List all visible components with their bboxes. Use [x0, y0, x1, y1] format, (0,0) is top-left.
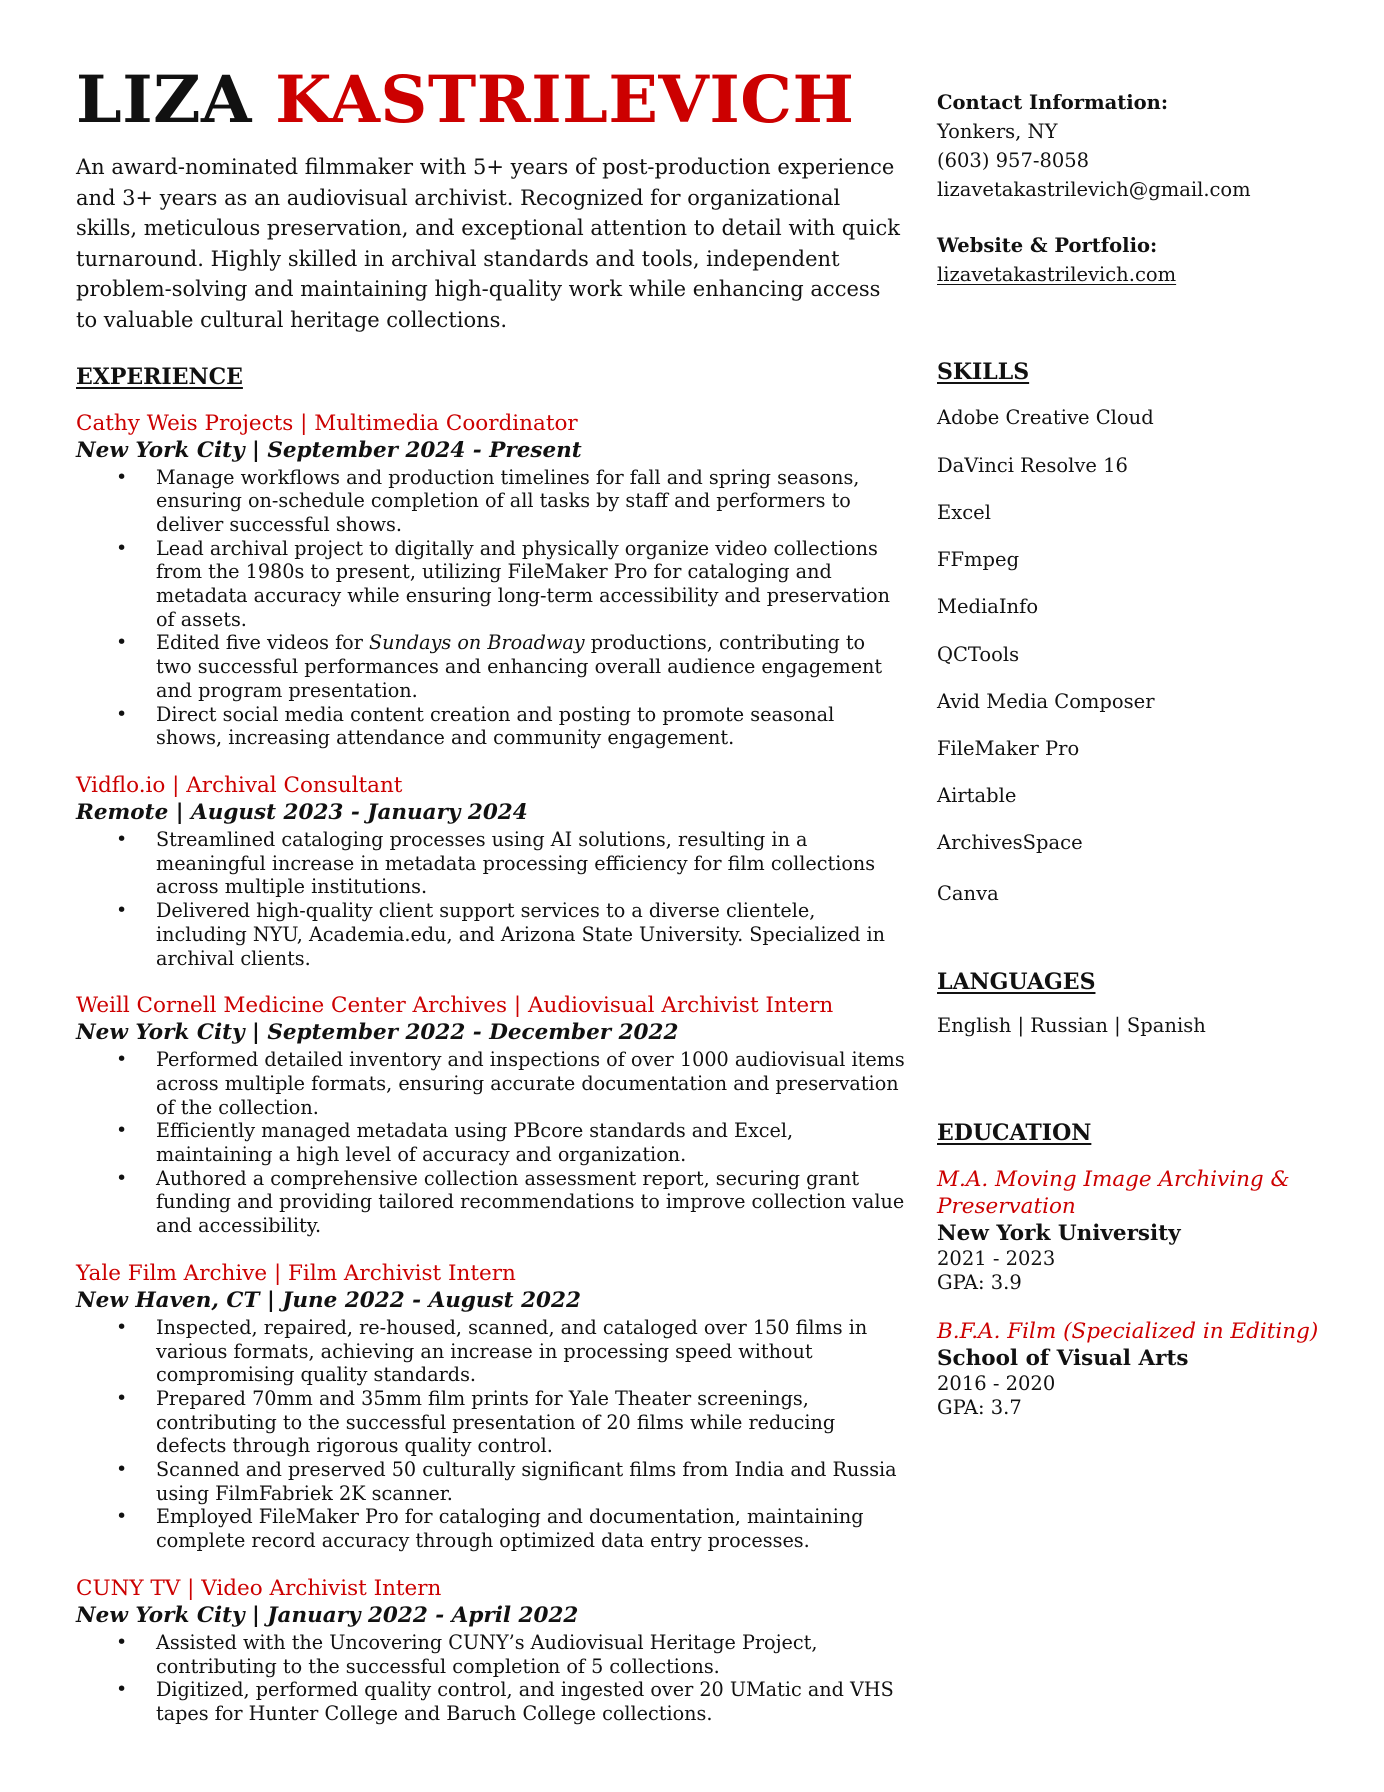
job-entry: [76, 1575, 906, 1726]
job-location-dates: New York City | January 2022 - April 2022: [76, 1602, 579, 1628]
main-column: [76, 58, 906, 1726]
education-heading: EDUCATION: [937, 1120, 1092, 1146]
job-bullets: [76, 1048, 906, 1238]
bullet-item: • Authored a comprehensive collection assessment report, securing grant funding and providing tailored recommendations to improve collection value and accessibility.: [156, 1167, 906, 1238]
job-entry: [76, 410, 906, 750]
education-entry: [937, 1166, 1357, 1295]
skill-item: Avid Media Composer: [937, 690, 1155, 713]
job-bullets: [76, 466, 906, 750]
bullet-item: • Efficiently managed metadata using PBcore standards and Excel, maintaining a high level of accuracy and organization.: [156, 1119, 906, 1166]
bullet-item: • Digitized, performed quality control, and ingested over 20 UMatic and VHS tapes for Hunter College and Baruch College collections.: [156, 1678, 906, 1725]
bullet-item: • Assisted with the Uncovering CUNY’s Audiovisual Heritage Project, contributing to the successful completion of 5 collections.: [156, 1631, 906, 1678]
job-title: Weill Cornell Medicine Center Archives | Audiovisual Archivist Intern: [76, 993, 834, 1019]
bullet-item: • Inspected, repaired, re-housed, scanned, and cataloged over 150 films in various formats, achieving an increase in processing speed without compromising quality standards.: [156, 1316, 906, 1387]
sidebar-column: [937, 88, 1357, 1420]
contact-city: Yonkers, NY: [937, 120, 1058, 143]
bullet-item: [156, 631, 906, 702]
experience-heading: EXPERIENCE: [76, 363, 243, 390]
website-heading: Website & Portfolio:: [937, 234, 1158, 257]
skill-item: DaVinci Resolve 16: [937, 454, 1128, 477]
job-title: CUNY TV | Video Archivist Intern: [76, 1575, 442, 1601]
production-title: Sundays on Broadway: [369, 631, 585, 655]
skill-item: FFmpeg: [937, 548, 1020, 571]
job-bullets: [76, 1316, 906, 1553]
bullet-item: • Manage workflows and production timelines for fall and spring seasons, ensuring on-schedule completion of all tasks by staff and performers to deliver successful shows.: [156, 466, 906, 537]
job-title: Yale Film Archive | Film Archivist Intern: [76, 1260, 516, 1286]
contact-phone: (603) 957-8058: [937, 149, 1090, 172]
languages-heading: LANGUAGES: [937, 969, 1096, 995]
contact-block: [937, 88, 1357, 289]
bullet-item: • Prepared 70mm and 35mm film prints for Yale Theater screenings, contributing to the successful presentation of 20 films while reducing defects through rigorous quality control.: [156, 1387, 906, 1458]
skill-item: ArchivesSpace: [937, 831, 1083, 854]
first-name: LIZA: [76, 62, 252, 138]
summary: An award-nominated filmmaker with 5+ years of post-production experience and 3+ years as an audiovisual archivist. Recognized for organizational skills, meticulous preservation, and exceptional attention to detail with quick turnaround. Highly skilled in archival standards and tools, independent problem-solving and maintaining high-quality work while enhancing access to valuable cultural heritage collections.: [76, 155, 900, 332]
skill-item: MediaInfo: [937, 595, 1039, 618]
bullet-item: • Direct social media content creation and posting to promote seasonal shows, increasing attendance and community engagement.: [156, 703, 906, 750]
bullet-item: • Streamlined cataloging processes using AI solutions, resulting in a meaningful increase in metadata processing efficiency for film collections across multiple institutions.: [156, 828, 906, 899]
degree: M.A. Moving Image Archiving & Preservation: [937, 1167, 1290, 1219]
job-title: Vidflo.io | Archival Consultant: [76, 773, 403, 798]
languages-list: English | Russian | Spanish: [937, 1014, 1206, 1037]
bullet-text: productions, contributing to two successful performances and enhancing overall audience engagement and program presentation.: [156, 631, 883, 702]
education-years: 2016 - 2020: [937, 1372, 1056, 1395]
job-bullets: [76, 828, 906, 970]
job-entry: [76, 772, 906, 970]
bullet-item: • Scanned and preserved 50 culturally significant films from India and Russia using FilmFabriek 2K scanner.: [156, 1458, 906, 1505]
job-location-dates: New York City | September 2022 - December 2022: [76, 1020, 679, 1046]
skill-item: Canva: [937, 882, 999, 905]
school-name: New York University: [937, 1221, 1181, 1246]
skills-heading: SKILLS: [937, 359, 1030, 385]
bullet-item: • Lead archival project to digitally and physically organize video collections from the 1980s to present, utilizing FileMaker Pro for cataloging and metadata accuracy while ensuring long-term accessibility and preservation of assets.: [156, 537, 906, 632]
last-name: KASTRILEVICH: [275, 62, 855, 138]
school-name: School of Visual Arts: [937, 1346, 1189, 1371]
education-entry: [937, 1318, 1357, 1420]
skill-item: QCTools: [937, 643, 1020, 666]
skill-item: Airtable: [937, 784, 1017, 807]
education-years: 2021 - 2023: [937, 1247, 1056, 1270]
skills-list: [937, 405, 1357, 907]
skill-item: Excel: [937, 501, 991, 524]
job-location-dates: New York City | September 2024 - Present: [76, 437, 582, 463]
website-link[interactable]: lizavetakastrilevich.com: [937, 263, 1177, 286]
candidate-name: [76, 58, 906, 142]
education-gpa: GPA: 3.7: [937, 1396, 1022, 1419]
job-entry: [76, 992, 906, 1238]
contact-email[interactable]: lizavetakastrilevich@gmail.com: [937, 178, 1251, 201]
job-bullets: [76, 1631, 906, 1726]
bullet-item: • Employed FileMaker Pro for cataloging and documentation, maintaining complete record accuracy through optimized data entry processes.: [156, 1505, 906, 1552]
job-entry: [76, 1260, 906, 1553]
bullet-item: • Delivered high-quality client support services to a diverse clientele, including NYU, Academia.edu, and Arizona State University. Specialized in archival clients.: [156, 899, 906, 970]
skill-item: Adobe Creative Cloud: [937, 406, 1154, 429]
job-title: Cathy Weis Projects | Multimedia Coordinator: [76, 410, 578, 436]
contact-heading: Contact Information:: [937, 91, 1169, 114]
job-location-dates: Remote | August 2023 - January 2024: [76, 800, 528, 825]
skill-item: FileMaker Pro: [937, 737, 1080, 760]
bullet-item: • Performed detailed inventory and inspections of over 1000 audiovisual items across multiple formats, ensuring accurate documentation and preservation of the collection.: [156, 1048, 906, 1119]
education-gpa: GPA: 3.9: [937, 1271, 1022, 1294]
bullet-text: Edited five videos for: [156, 631, 370, 655]
degree: B.F.A. Film (Specialized in Editing): [937, 1319, 1319, 1344]
job-location-dates: New Haven, CT | June 2022 - August 2022: [76, 1287, 581, 1313]
